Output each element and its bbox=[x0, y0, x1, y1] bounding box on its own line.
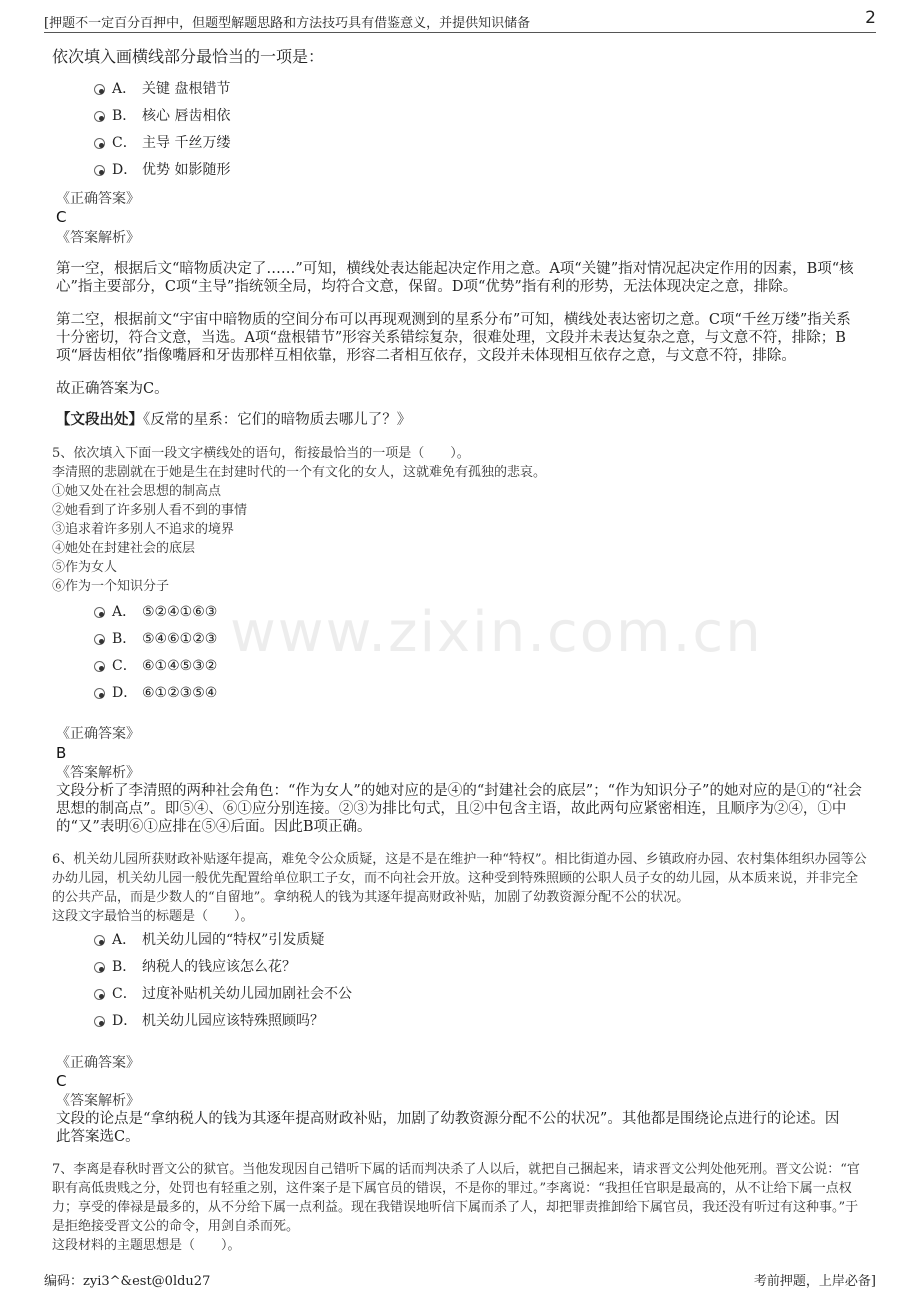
source-label: 【文段出处】 bbox=[56, 411, 143, 428]
q5-options bbox=[52, 599, 920, 707]
q6-stem-line: 办幼儿园，机关幼儿园一般优先配置给单位职工子女，而不向社会开放。这种受到特殊照顾的公职人员子女的幼儿园，从本质来说，并非完全 bbox=[52, 871, 859, 886]
q7-stem-line: 是拒绝接受晋文公的命令，用剑自杀而死。 bbox=[52, 1219, 300, 1234]
q7-block bbox=[52, 1160, 920, 1255]
q5-item: ⑥作为一个知识分子 bbox=[52, 579, 170, 594]
q6-options bbox=[52, 927, 920, 1035]
q5-analysis: 文段分析了李清照的两种社会角色：“作为女人”的她对应的是④的“封建社会的底层”；“作为知识分子”的她对应的是①的“社会 思想的制高点”。即⑤④、⑥①应分别连接。②③为排比句式，且②中包含主语，故此两句应紧密相连，且顺序为②④，①中 的“又”表明⑥①应排在⑤④后面。因此B项正确。 bbox=[56, 783, 862, 835]
q6-answer-label: 《正确答案》 bbox=[56, 1055, 140, 1071]
watermark: www.zixin.com.cn bbox=[230, 600, 763, 665]
source-text: 《反常的星系：它们的暗物质去哪儿了？》 bbox=[143, 412, 412, 428]
radio-icon[interactable] bbox=[94, 1016, 105, 1027]
q5-answer: B bbox=[56, 744, 67, 762]
q5-item: ①她又处在社会思想的制高点 bbox=[52, 484, 222, 499]
q4-analysis-p1: 第一空，根据后文“暗物质决定了……”可知，横线处表达能起决定作用之意。A项“关键”指对情况起决定作用的因素，B项“核 心”指主要部分，C项“主导”指统领全局，均符合文意，保留。D项“优势”指有利的形势，无法体现决定之意，排除。 bbox=[56, 261, 854, 295]
q6-option-c[interactable]: C． 过度补贴机关幼儿园加剧社会不公 bbox=[52, 981, 920, 1008]
radio-icon[interactable] bbox=[94, 84, 105, 95]
q4-analysis-p2: 第二空，根据前文“宇宙中暗物质的空间分布可以再现观测到的星系分布”可知，横线处表达密切之意。C项“千丝万缕”指关系 十分密切，符合文意，当选。A项“盘根错节”形容关系错综复杂，很难处理，文段并未表达复杂之意，与文意不符，排除；B 项“唇齿相依”指像嘴唇和牙齿那样互相依靠，形容二者相互依存，文段并未体现相互依存之意，与文意不符，排除。 bbox=[56, 312, 851, 364]
q4-conclusion: 故正确答案为C。 bbox=[56, 381, 169, 397]
q6-answer: C bbox=[56, 1072, 67, 1090]
radio-icon[interactable] bbox=[94, 989, 105, 1000]
q5-option-d[interactable]: D． ⑥①②③⑤④ bbox=[52, 680, 920, 707]
q6-block bbox=[52, 850, 920, 926]
radio-icon[interactable] bbox=[94, 138, 105, 149]
radio-icon[interactable] bbox=[94, 688, 105, 699]
q5-stem: 5、依次填入下面一段文字横线处的语句，衔接最恰当的一项是（ ）。 bbox=[52, 446, 470, 461]
radio-icon[interactable] bbox=[94, 962, 105, 973]
q5-item: ④她处在封建社会的底层 bbox=[52, 541, 196, 556]
q6-stem-line: 6、机关幼儿园所获财政补贴逐年提高，难免令公众质疑，这是不是在维护一种“特权”。相比街道办园、乡镇政府办园、农村集体组织办园等公 bbox=[52, 852, 867, 867]
q6-option-a[interactable]: A． 机关幼儿园的“特权”引发质疑 bbox=[52, 927, 920, 954]
q6-analysis: 文段的论点是“拿纳税人的钱为其逐年提高财政补贴，加剧了幼教资源分配不公的状况”。其他都是围绕论点进行的论述。因 此答案选C。 bbox=[56, 1111, 840, 1145]
q5-option-a[interactable]: A． ⑤②④①⑥③ bbox=[52, 599, 920, 626]
q4-option-b[interactable]: B． 核心 唇齿相依 bbox=[52, 103, 920, 130]
q4-analysis-label: 《答案解析》 bbox=[56, 230, 140, 246]
page-header bbox=[44, 8, 876, 33]
footer-code: 编码：zyi3^&est@0ldu27 bbox=[44, 1274, 211, 1289]
q4-prompt: 依次填入画横线部分最恰当的一项是： bbox=[52, 47, 325, 66]
header-notice: [押题不一定百分百押中，但题型解题思路和方法技巧具有借鉴意义，并提供知识储备 bbox=[44, 16, 531, 31]
q5-item: ③追求着许多别人不追求的境界 bbox=[52, 522, 235, 537]
radio-icon[interactable] bbox=[94, 165, 105, 176]
q5-analysis-label: 《答案解析》 bbox=[56, 765, 140, 781]
q4-option-d[interactable]: D． 优势 如影随形 bbox=[52, 157, 920, 184]
q7-question: 这段材料的主题思想是（ ）。 bbox=[52, 1238, 241, 1253]
q5-item: ⑤作为女人 bbox=[52, 560, 118, 575]
q4-option-c[interactable]: C． 主导 千丝万缕 bbox=[52, 130, 920, 157]
q6-stem-line: 的公共产品，而是少数人的“自留地”。拿纳税人的钱为其逐年提高财政补贴，加剧了幼教资源分配不公的状况。 bbox=[52, 890, 690, 905]
q5-option-c[interactable]: C． ⑥①④⑤③② bbox=[52, 653, 920, 680]
q4-options bbox=[52, 76, 920, 184]
q7-stem-line: 职有高低贵贱之分，处罚也有轻重之别，这件案子是下属官员的错误，不是你的罪过。”李离说：“我担任官职是最高的，从不让给下属一点权 bbox=[52, 1181, 852, 1196]
q4-answer: C bbox=[56, 208, 67, 226]
q7-stem-line: 力；享受的俸禄是最多的，从不分给下属一点利益。现在我错误地听信下属而杀了人，却把罪责推卸给下属官员，我还没有听过有这种事。”于 bbox=[52, 1200, 859, 1215]
q5-option-b[interactable]: B． ⑤④⑥①②③ bbox=[52, 626, 920, 653]
q6-question: 这段文字最恰当的标题是（ ）。 bbox=[52, 909, 254, 924]
q5-answer-label: 《正确答案》 bbox=[56, 726, 140, 742]
q6-analysis-label: 《答案解析》 bbox=[56, 1093, 140, 1109]
radio-icon[interactable] bbox=[94, 607, 105, 618]
q6-option-d[interactable]: D． 机关幼儿园应该特殊照顾吗？ bbox=[52, 1008, 920, 1035]
q4-answer-label: 《正确答案》 bbox=[56, 191, 140, 207]
radio-icon[interactable] bbox=[94, 634, 105, 645]
radio-icon[interactable] bbox=[94, 935, 105, 946]
radio-icon[interactable] bbox=[94, 661, 105, 672]
q5-item: ②她看到了许多别人看不到的事情 bbox=[52, 503, 248, 518]
q5-passage: 李清照的悲剧就在于她是生在封建时代的一个有文化的女人，这就难免有孤独的悲哀。 bbox=[52, 465, 547, 480]
q7-stem-line: 7、李离是春秋时晋文公的狱官。当他发现因自己错听下属的话而判决杀了人以后，就把自己捆起来，请求晋文公判处他死刑。晋文公说：“官 bbox=[52, 1162, 860, 1177]
q5-block bbox=[52, 444, 920, 596]
q4-source bbox=[56, 411, 920, 429]
q4-option-a[interactable]: A． 关键 盘根错节 bbox=[52, 76, 920, 103]
q6-option-b[interactable]: B． 纳税人的钱应该怎么花？ bbox=[52, 954, 920, 981]
radio-icon[interactable] bbox=[94, 111, 105, 122]
footer-slogan: 考前押题，上岸必备] bbox=[753, 1274, 876, 1289]
page-number: 2 bbox=[865, 8, 876, 28]
